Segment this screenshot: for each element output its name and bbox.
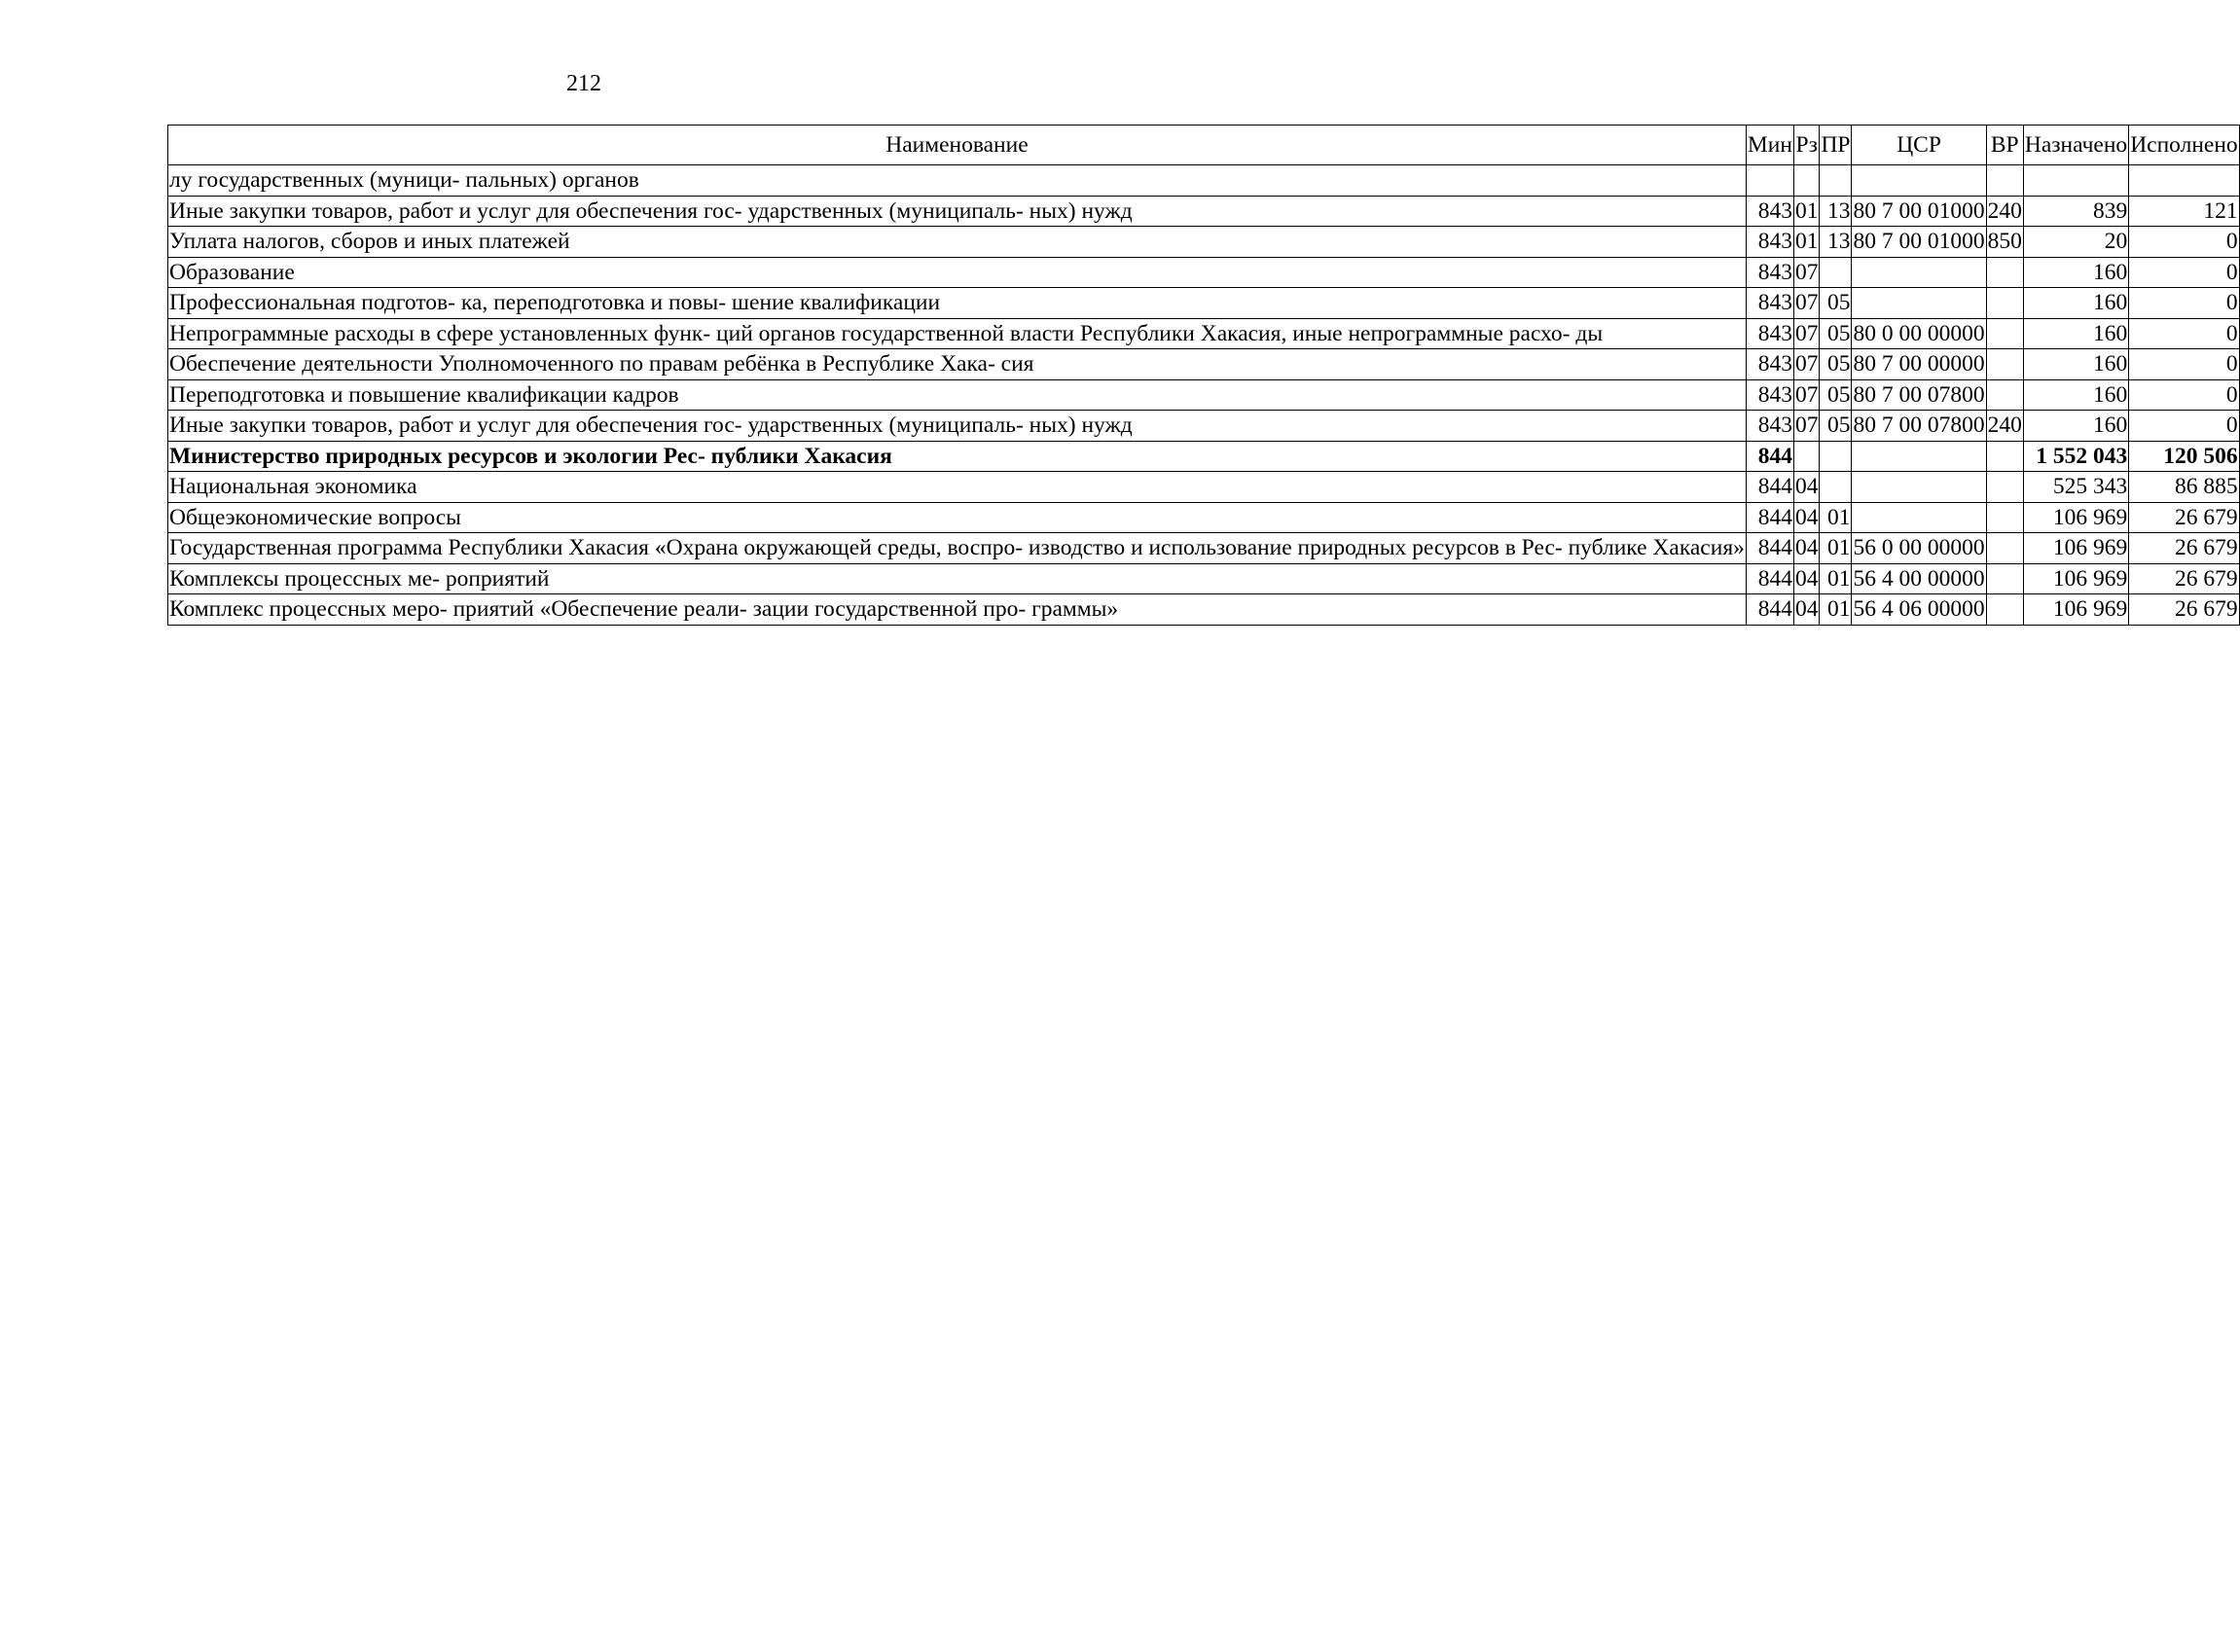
cell-csr (1852, 165, 1986, 197)
table-row (168, 502, 2240, 533)
header-rz: Рз (1793, 126, 1820, 165)
table-row (168, 257, 2240, 288)
cell-csr (1852, 502, 1986, 533)
cell-rz: 01 (1793, 196, 1820, 227)
cell-min: 843 (1746, 411, 1793, 442)
table-row (168, 411, 2240, 442)
cell-csr: 56 0 00 00000 (1852, 533, 1986, 564)
cell-vr (1986, 318, 2023, 349)
cell-min: 844 (1746, 563, 1793, 594)
cell-min (1746, 165, 1793, 197)
header-vr: ВР (1986, 126, 2023, 165)
cell-assigned: 106 969 (2023, 533, 2128, 564)
table-header-row (168, 126, 2240, 165)
cell-pr: 05 (1820, 318, 1852, 349)
table-row (168, 533, 2240, 564)
cell-csr: 80 0 00 00000 (1852, 318, 1986, 349)
page-number: 212 (566, 71, 601, 96)
budget-table (167, 125, 2240, 626)
cell-min: 844 (1746, 502, 1793, 533)
cell-assigned: 20 (2023, 227, 2128, 258)
cell-pr: 01 (1820, 502, 1852, 533)
cell-rz: 04 (1793, 472, 1820, 503)
cell-executed: 0 (2129, 379, 2239, 411)
cell-pr: 05 (1820, 288, 1852, 319)
cell-rz: 07 (1793, 411, 1820, 442)
cell-name: Министерство природных ресурсов и экологии Рес- публики Хакасия (168, 441, 1747, 472)
cell-rz: 07 (1793, 318, 1820, 349)
cell-executed: 0 (2129, 349, 2239, 380)
cell-executed: 0 (2129, 318, 2239, 349)
cell-assigned: 160 (2023, 288, 2128, 319)
cell-min: 843 (1746, 196, 1793, 227)
cell-min: 844 (1746, 594, 1793, 626)
table-row (168, 379, 2240, 411)
cell-executed: 26 679 (2129, 563, 2239, 594)
cell-min: 844 (1746, 533, 1793, 564)
cell-min: 843 (1746, 288, 1793, 319)
cell-rz (1793, 165, 1820, 197)
cell-vr (1986, 379, 2023, 411)
cell-csr: 80 7 00 07800 (1852, 379, 1986, 411)
table-row (168, 288, 2240, 319)
header-executed: Исполнено (2129, 126, 2239, 165)
table-row (168, 594, 2240, 626)
cell-pr: 01 (1820, 533, 1852, 564)
cell-name: Образование (168, 257, 1747, 288)
cell-vr (1986, 441, 2023, 472)
cell-rz (1793, 441, 1820, 472)
cell-csr (1852, 257, 1986, 288)
cell-vr (1986, 257, 2023, 288)
cell-assigned: 160 (2023, 318, 2128, 349)
cell-assigned: 106 969 (2023, 563, 2128, 594)
cell-csr (1852, 441, 1986, 472)
header-csr: ЦСР (1852, 126, 1986, 165)
table-row (168, 349, 2240, 380)
cell-executed: 0 (2129, 227, 2239, 258)
cell-rz: 07 (1793, 379, 1820, 411)
cell-name: Национальная экономика (168, 472, 1747, 503)
cell-executed: 0 (2129, 288, 2239, 319)
cell-rz: 04 (1793, 533, 1820, 564)
cell-assigned (2023, 165, 2128, 197)
cell-name: Профессиональная подготов- ка, переподготовка и повы- шение квалификации (168, 288, 1747, 319)
cell-name: Государственная программа Республики Хакасия «Охрана окружающей среды, воспро- изводство и использование природных ресурсов в Рес- публике Хакасия» (168, 533, 1747, 564)
table-row (168, 196, 2240, 227)
header-pr: ПР (1820, 126, 1852, 165)
cell-rz: 07 (1793, 257, 1820, 288)
cell-name: Комплекс процессных меро- приятий «Обеспечение реали- зации государственной про- граммы» (168, 594, 1747, 626)
cell-csr: 80 7 00 01000 (1852, 196, 1986, 227)
cell-pr: 13 (1820, 196, 1852, 227)
cell-min: 843 (1746, 257, 1793, 288)
table-body (168, 165, 2240, 626)
cell-vr (1986, 165, 2023, 197)
cell-vr: 240 (1986, 196, 2023, 227)
cell-pr (1820, 165, 1852, 197)
cell-csr: 80 7 00 01000 (1852, 227, 1986, 258)
cell-pr (1820, 257, 1852, 288)
cell-min: 843 (1746, 379, 1793, 411)
cell-executed: 86 885 (2129, 472, 2239, 503)
cell-assigned: 839 (2023, 196, 2128, 227)
header-assigned: Назначено (2023, 126, 2128, 165)
cell-pr: 01 (1820, 563, 1852, 594)
cell-csr: 80 7 00 07800 (1852, 411, 1986, 442)
table-row (168, 563, 2240, 594)
cell-min: 844 (1746, 441, 1793, 472)
cell-name: Общеэкономические вопросы (168, 502, 1747, 533)
cell-name: Иные закупки товаров, работ и услуг для обеспечения гос- ударственных (муниципаль- ных) нужд (168, 196, 1747, 227)
cell-pr: 05 (1820, 379, 1852, 411)
cell-pr: 13 (1820, 227, 1852, 258)
cell-executed: 0 (2129, 257, 2239, 288)
table-row (168, 441, 2240, 472)
cell-rz: 04 (1793, 594, 1820, 626)
cell-min: 843 (1746, 318, 1793, 349)
table-row (168, 165, 2240, 197)
cell-assigned: 160 (2023, 411, 2128, 442)
cell-rz: 07 (1793, 349, 1820, 380)
cell-assigned: 106 969 (2023, 502, 2128, 533)
cell-vr: 850 (1986, 227, 2023, 258)
cell-csr: 56 4 00 00000 (1852, 563, 1986, 594)
cell-pr: 05 (1820, 411, 1852, 442)
cell-assigned: 160 (2023, 379, 2128, 411)
cell-executed: 0 (2129, 411, 2239, 442)
cell-vr (1986, 563, 2023, 594)
header-name: Наименование (168, 126, 1747, 165)
cell-csr (1852, 288, 1986, 319)
cell-min: 843 (1746, 349, 1793, 380)
cell-assigned: 106 969 (2023, 594, 2128, 626)
table-row (168, 227, 2240, 258)
cell-vr (1986, 349, 2023, 380)
cell-vr (1986, 472, 2023, 503)
cell-rz: 01 (1793, 227, 1820, 258)
cell-vr (1986, 288, 2023, 319)
cell-assigned: 160 (2023, 257, 2128, 288)
cell-vr (1986, 502, 2023, 533)
cell-name: Иные закупки товаров, работ и услуг для обеспечения гос- ударственных (муниципаль- ных) нужд (168, 411, 1747, 442)
cell-vr (1986, 533, 2023, 564)
cell-name: лу государственных (муници- пальных) органов (168, 165, 1747, 197)
cell-rz: 04 (1793, 502, 1820, 533)
cell-pr: 01 (1820, 594, 1852, 626)
cell-executed (2129, 165, 2239, 197)
cell-pr (1820, 441, 1852, 472)
cell-assigned: 1 552 043 (2023, 441, 2128, 472)
header-min: Мин (1746, 126, 1793, 165)
cell-csr: 80 7 00 00000 (1852, 349, 1986, 380)
cell-vr: 240 (1986, 411, 2023, 442)
cell-assigned: 160 (2023, 349, 2128, 380)
cell-pr (1820, 472, 1852, 503)
cell-name: Комплексы процессных ме- роприятий (168, 563, 1747, 594)
cell-pr: 05 (1820, 349, 1852, 380)
cell-rz: 07 (1793, 288, 1820, 319)
cell-min: 844 (1746, 472, 1793, 503)
table-row (168, 318, 2240, 349)
cell-min: 843 (1746, 227, 1793, 258)
cell-csr (1852, 472, 1986, 503)
cell-name: Уплата налогов, сборов и иных платежей (168, 227, 1747, 258)
cell-executed: 26 679 (2129, 533, 2239, 564)
cell-vr (1986, 594, 2023, 626)
cell-executed: 26 679 (2129, 594, 2239, 626)
cell-executed: 120 506 (2129, 441, 2239, 472)
cell-executed: 26 679 (2129, 502, 2239, 533)
table-row (168, 472, 2240, 503)
cell-name: Переподготовка и повышение квалификации кадров (168, 379, 1747, 411)
cell-csr: 56 4 06 00000 (1852, 594, 1986, 626)
cell-name: Непрограммные расходы в сфере установленных функ- ций органов государственной власти Республики Хакасия, иные непрограммные расхо- ды (168, 318, 1747, 349)
cell-assigned: 525 343 (2023, 472, 2128, 503)
cell-name: Обеспечение деятельности Уполномоченного по правам ребёнка в Республике Хака- сия (168, 349, 1747, 380)
cell-rz: 04 (1793, 563, 1820, 594)
cell-executed: 121 (2129, 196, 2239, 227)
